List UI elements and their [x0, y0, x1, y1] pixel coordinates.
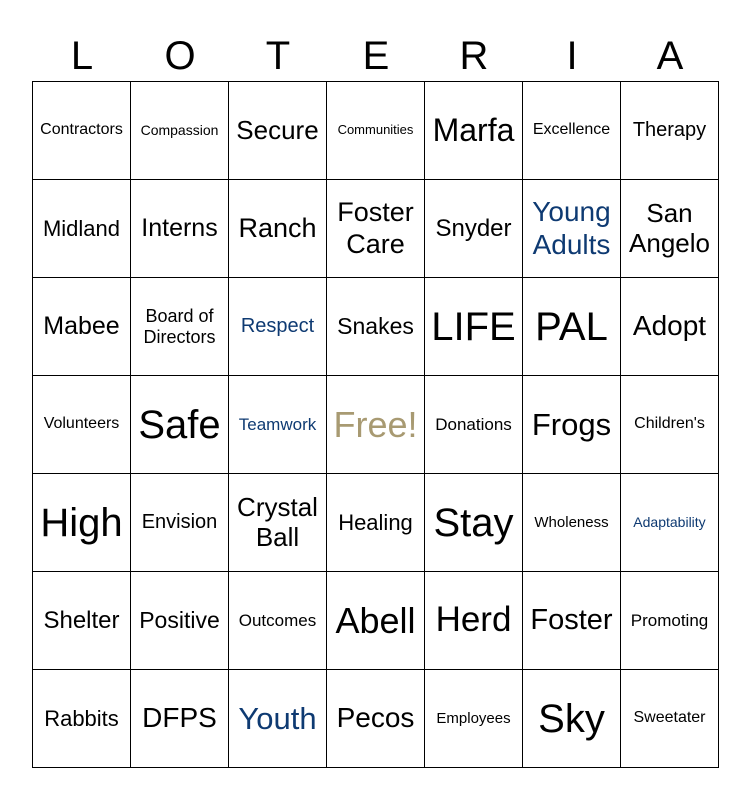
- cell-label: Excellence: [532, 121, 611, 139]
- cell-label: Adaptability: [633, 514, 706, 531]
- board-cell[interactable]: [327, 82, 425, 180]
- board-cell[interactable]: [229, 82, 327, 180]
- cell-label: Board of Directors: [143, 305, 216, 347]
- cell-label: Communities: [337, 122, 414, 138]
- cell-label: DFPS: [142, 702, 217, 734]
- board-cell[interactable]: [523, 474, 621, 572]
- board-cell[interactable]: [523, 572, 621, 670]
- board-cell[interactable]: [229, 474, 327, 572]
- cell-label: High: [40, 500, 123, 545]
- cell-label: Ranch: [238, 212, 317, 243]
- board-cell[interactable]: [425, 474, 523, 572]
- board-cell[interactable]: [33, 82, 131, 180]
- board-cell[interactable]: [327, 278, 425, 376]
- cell-label: Healing: [338, 509, 413, 535]
- loteria-header: [33, 30, 719, 82]
- header-letter-i: I: [566, 34, 578, 78]
- board-cell[interactable]: [131, 376, 229, 474]
- cell-label: Pecos: [336, 702, 415, 734]
- cell-label: Volunteers: [43, 415, 120, 433]
- cell-label: Outcomes: [238, 610, 317, 630]
- board-cell[interactable]: [229, 572, 327, 670]
- board-cell[interactable]: [425, 180, 523, 278]
- cell-label: Children's: [634, 415, 705, 433]
- cell-label: Secure: [236, 114, 319, 145]
- cell-label: PAL: [535, 304, 608, 349]
- cell-label: Midland: [42, 215, 121, 241]
- board-cell[interactable]: [229, 670, 327, 768]
- board-cell[interactable]: [621, 376, 719, 474]
- cell-label: Wholeness: [534, 513, 609, 531]
- board-cell[interactable]: [327, 572, 425, 670]
- cell-label: Snakes: [337, 313, 414, 340]
- board-cell[interactable]: [327, 670, 425, 768]
- board-cell[interactable]: [33, 376, 131, 474]
- header-letter-a: A: [656, 34, 684, 78]
- board-cell[interactable]: [621, 670, 719, 768]
- board-cell[interactable]: [229, 278, 327, 376]
- cell-label: Compassion: [140, 122, 219, 139]
- board-cell[interactable]: [131, 278, 229, 376]
- board-cell[interactable]: [621, 82, 719, 180]
- board-cell[interactable]: [33, 572, 131, 670]
- board-cell[interactable]: [523, 376, 621, 474]
- board-cell[interactable]: [33, 180, 131, 278]
- header-letter-l: L: [70, 34, 94, 78]
- board-cell[interactable]: [229, 376, 327, 474]
- free-space[interactable]: [327, 376, 425, 474]
- board-cell[interactable]: [425, 572, 523, 670]
- board-cell[interactable]: [523, 82, 621, 180]
- board-cell[interactable]: [229, 180, 327, 278]
- cell-label: LIFE: [431, 304, 516, 349]
- cell-label: Mabee: [43, 312, 120, 341]
- board-cell[interactable]: [425, 278, 523, 376]
- cell-label: Marfa: [432, 112, 515, 149]
- cell-label: Crystal Ball: [237, 491, 318, 552]
- board-cell[interactable]: [327, 474, 425, 572]
- cell-label: Promoting: [630, 610, 709, 630]
- cell-label: Stay: [433, 500, 514, 545]
- cell-label: Therapy: [632, 119, 707, 141]
- cell-label: Envision: [141, 511, 218, 533]
- cell-label: Shelter: [43, 606, 120, 634]
- cell-label: Snyder: [435, 214, 512, 242]
- cell-label: Youth: [238, 700, 317, 736]
- cell-label: Free!: [333, 403, 418, 445]
- cell-label: Positive: [139, 607, 220, 634]
- cell-label: Sky: [538, 696, 605, 741]
- cell-label: Foster Care: [337, 197, 414, 259]
- board-cell[interactable]: [425, 670, 523, 768]
- cell-label: Adopt: [632, 310, 707, 342]
- cell-label: Respect: [240, 315, 315, 337]
- cell-label: Sweetater: [633, 709, 706, 727]
- cell-label: Safe: [138, 402, 221, 447]
- board-cell[interactable]: [33, 278, 131, 376]
- cell-label: Contractors: [40, 121, 123, 139]
- board-cell[interactable]: [425, 376, 523, 474]
- board-cell[interactable]: [523, 278, 621, 376]
- header-letter-t: T: [265, 34, 291, 78]
- board-cell[interactable]: [523, 670, 621, 768]
- board-cell[interactable]: [523, 180, 621, 278]
- header-letter-o: O: [164, 34, 196, 78]
- cell-label: Interns: [141, 214, 218, 243]
- header-letter-r: R: [459, 34, 489, 78]
- board-cell[interactable]: [425, 82, 523, 180]
- board-cell[interactable]: [131, 670, 229, 768]
- board-cell[interactable]: [621, 180, 719, 278]
- board-cell[interactable]: [33, 670, 131, 768]
- board-cell[interactable]: [131, 180, 229, 278]
- cell-label: Foster: [530, 603, 613, 636]
- board-cell[interactable]: [33, 474, 131, 572]
- cell-label: Frogs: [531, 406, 612, 442]
- bingo-board: [32, 81, 719, 768]
- board-cell[interactable]: [621, 572, 719, 670]
- board-cell[interactable]: [131, 82, 229, 180]
- board-cell[interactable]: [131, 474, 229, 572]
- header-letter-e: E: [362, 34, 390, 78]
- cell-label: Young Adults: [532, 196, 611, 260]
- board-cell[interactable]: [621, 278, 719, 376]
- cell-label: Employees: [436, 709, 511, 727]
- cell-label: San Angelo: [629, 197, 710, 258]
- cell-label: Herd: [435, 600, 512, 640]
- board-cell[interactable]: [131, 572, 229, 670]
- cell-label: Teamwork: [238, 414, 317, 434]
- board-cell[interactable]: [621, 474, 719, 572]
- cell-label: Donations: [435, 414, 512, 434]
- board-cell[interactable]: [327, 180, 425, 278]
- cell-label: Abell: [335, 599, 416, 641]
- cell-label: Rabbits: [44, 705, 119, 731]
